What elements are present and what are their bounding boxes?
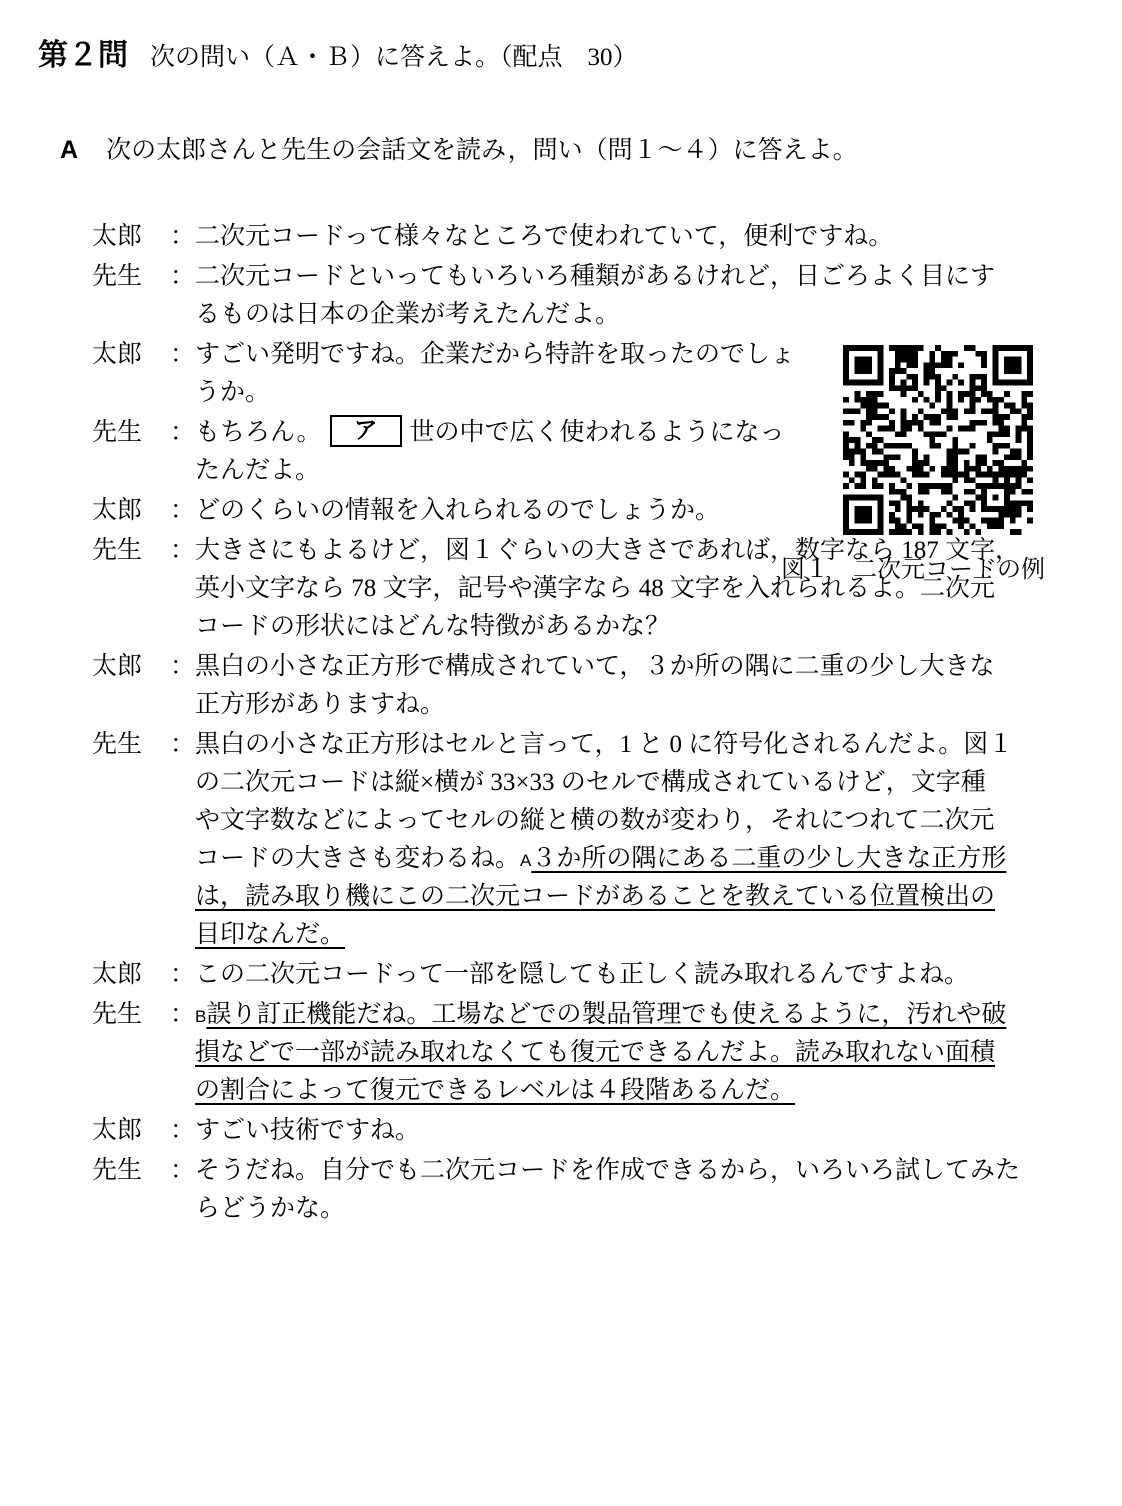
answer-blank-a[interactable]: ア	[330, 415, 402, 447]
speaker-colon: ：	[170, 653, 196, 680]
utterance-line-underlined	[195, 916, 1072, 954]
speaker-name: 先生	[92, 419, 143, 446]
figure-caption: 図１ 二次元コードの例	[781, 557, 1045, 583]
dialogue-line	[92, 336, 1072, 412]
utterance	[195, 956, 1072, 994]
speaker-colon: ：	[170, 419, 196, 446]
utterance-line: 二次元コードって様々なところで使われていて，便利ですね。	[195, 223, 894, 250]
dialogue-line	[92, 532, 1072, 646]
utterance-line-underlined	[195, 996, 1072, 1034]
utterance-line: すごい技術ですね。	[195, 1117, 421, 1144]
utterance-line: コードの形状にはどんな特徴があるかな？	[195, 613, 671, 640]
utterance-text: コードの大きさも変わるね。	[195, 845, 521, 872]
utterance	[195, 996, 1072, 1110]
utterance-text-pre: もちろん。	[195, 419, 322, 446]
dialogue-line	[92, 1152, 1072, 1228]
utterance-line: すごい発明ですね。企業だから特許を取ったのでしょ	[195, 341, 796, 368]
speaker-name: 先生	[92, 537, 143, 564]
utterance	[195, 1152, 1072, 1228]
utterance-line: や文字数などによってセルの縦と横の数が変わり，それにつれて二次元	[195, 807, 995, 834]
question-number: 第２問	[38, 39, 128, 72]
utterance-line-with-blank	[195, 414, 1072, 452]
dialogue-line	[92, 1112, 1072, 1150]
utterance-line: そうだね。自分でも二次元コードを作成できるから，いろいろ試してみた	[195, 1157, 1021, 1184]
speaker-name: 先生	[92, 1001, 143, 1028]
dialogue-line	[92, 956, 1072, 994]
speaker-name: 太郎	[92, 653, 143, 680]
underlined-text: ３か所の隅にある二重の少し大きな正方形	[531, 845, 1007, 872]
speaker-colon: ：	[170, 961, 196, 988]
dialogue-line	[92, 996, 1072, 1110]
speaker-colon: ：	[170, 497, 196, 524]
section-instruction: 次の太郎さんと先生の会話文を読み，問い（問１〜４）に答えよ。	[106, 137, 858, 164]
underlined-text: は，読み取り機にこの二次元コードがあることを教えている位置検出の	[195, 883, 996, 910]
speaker-colon: ：	[170, 1117, 196, 1144]
utterance	[195, 532, 1072, 646]
utterance-line: どのくらいの情報を入れられるのでしょうか。	[195, 497, 721, 524]
speaker-colon: ：	[170, 1001, 196, 1028]
utterance	[195, 218, 1072, 256]
speaker-colon: ：	[170, 1157, 196, 1184]
utterance-line-underlined	[195, 840, 1072, 878]
speaker-name: 太郎	[92, 497, 143, 524]
speaker-colon: ：	[170, 263, 196, 290]
speaker-name: 先生	[92, 731, 143, 758]
utterance-line: この二次元コードって一部を隠しても正しく読み取れるんですよね。	[195, 961, 970, 988]
underlined-text: 目印なんだ。	[195, 921, 346, 948]
underlined-text: 損などで一部が読み取れなくても復元できるんだよ。読み取れない面積	[195, 1039, 996, 1066]
speaker-name: 先生	[92, 263, 143, 290]
speaker-colon: ：	[170, 223, 196, 250]
dialogue-line	[92, 414, 1072, 490]
utterance	[195, 726, 1072, 954]
speaker-name: 先生	[92, 1157, 143, 1184]
dialogue-line	[92, 492, 1072, 530]
dialogue-block	[92, 218, 1072, 1230]
utterance-text-post: 世の中で広く使われるようになっ	[409, 419, 785, 446]
utterance	[195, 492, 1072, 530]
dialogue-line	[92, 258, 1072, 334]
utterance-line: の二次元コードは縦×横が 33×33 のセルで構成されているけど，文字種	[195, 769, 986, 796]
utterance-line: 正方形がありますね。	[195, 691, 446, 718]
question-header	[38, 30, 638, 74]
utterance-line-underlined	[195, 1034, 1072, 1072]
section-a-header	[60, 130, 858, 166]
underline-marker-a: A	[520, 851, 532, 870]
question-instruction: 次の問い（Ａ・Ｂ）に答えよ。（配点 30）	[150, 44, 638, 71]
section-label: A	[60, 136, 79, 164]
dialogue-line	[92, 648, 1072, 724]
utterance	[195, 1112, 1072, 1150]
utterance	[195, 648, 1072, 724]
speaker-name: 太郎	[92, 223, 143, 250]
speaker-colon: ：	[170, 731, 196, 758]
utterance-line: 黒白の小さな正方形で構成されていて，３か所の隅に二重の少し大きな	[195, 653, 995, 680]
utterance-line: たんだよ。	[195, 457, 321, 484]
utterance-line: 大きさにもよるけど，図１ぐらいの大きさであれば，数字なら 187 文字，	[195, 537, 1021, 564]
utterance-line: うか。	[195, 379, 271, 406]
speaker-colon: ：	[170, 341, 196, 368]
utterance	[195, 336, 1072, 412]
underlined-text: 誤り訂正機能だね。工場などでの製品管理でも使えるように，汚れや破	[206, 1001, 1007, 1028]
utterance-line: 英小文字なら 78 文字，記号や漢字なら 48 文字を入れられるよ。二次元	[195, 575, 996, 602]
utterance-line: 二次元コードといってもいろいろ種類があるけれど，日ごろよく目にす	[195, 263, 996, 290]
underline-marker-b: B	[195, 1007, 207, 1026]
speaker-name: 太郎	[92, 961, 143, 988]
utterance	[195, 414, 1072, 490]
dialogue-line	[92, 726, 1072, 954]
speaker-name: 太郎	[92, 1117, 143, 1144]
dialogue-line	[92, 218, 1072, 256]
speaker-colon: ：	[170, 537, 196, 564]
underlined-text: の割合によって復元できるレベルは４段階あるんだ。	[195, 1077, 796, 1104]
speaker-name: 太郎	[92, 341, 143, 368]
utterance-line: 黒白の小さな正方形はセルと言って，1 と 0 に符号化されるんだよ。図１	[195, 731, 1014, 758]
utterance	[195, 258, 1072, 334]
utterance-line-underlined	[195, 878, 1072, 916]
utterance-line: らどうかな。	[195, 1195, 346, 1222]
utterance-line: るものは日本の企業が考えたんだよ。	[195, 301, 621, 328]
utterance-line-underlined	[195, 1072, 1072, 1110]
